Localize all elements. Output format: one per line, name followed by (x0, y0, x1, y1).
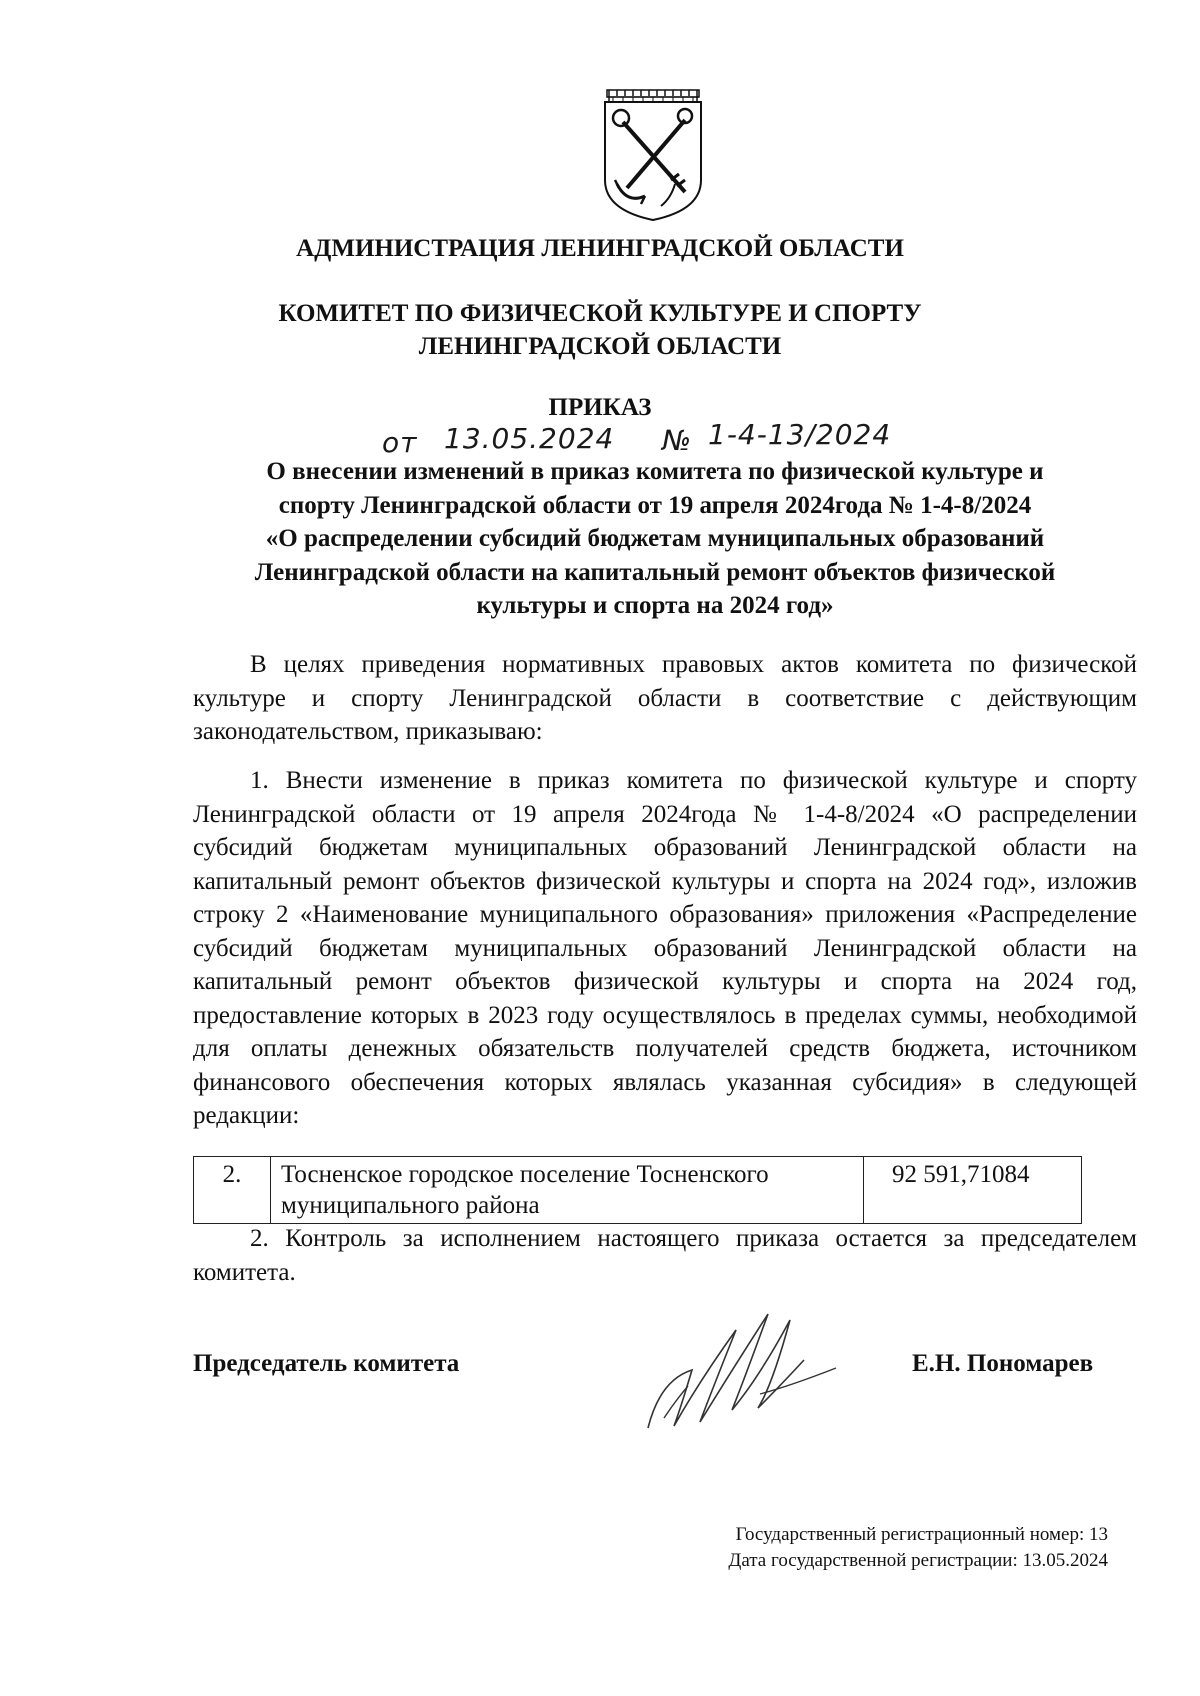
subsidy-amount-cell: 92 591,71084 (864, 1157, 1082, 1224)
document-type-title: ПРИКАЗ (548, 394, 652, 421)
order-item-1: 1. Внести изменение в приказ комитета по физической культуре и спорту Ленинградской области от 19 апреля 2024года № 1-4-8/2024 «О распределении субсидий бюджетам муниципальных образований Ленинградской области на капитальный ремонт объектов физической культуры и спорта на 2024 год», изложив строку 2 «Наименование муниципального образования» приложения «Распределение субсидий бюджетам муниципальных образований Ленинградской области на капитальный ремонт объектов физической культуры и спорта на 2024 год, предоставление которых в 2023 году осуществлялось в пределах суммы, необходимой для оплаты денежных обязательств получателей средств бюджета, источником финансового обеспечения которых являлась указанная субсидия» в следующей редакции: (193, 767, 1137, 1129)
row-number-cell: 2. (194, 1157, 271, 1224)
registration-info (728, 1522, 1108, 1574)
subject-line: О внесении изменений в приказ комитета по физической культуре и (266, 458, 1044, 485)
handwritten-date: 13.05.2024 (444, 422, 615, 455)
handwritten-number-prefix: № (662, 424, 693, 457)
signatory-role: Председатель комитета (193, 1350, 460, 1377)
committee-title (0, 297, 1200, 363)
subject-line: Ленинградской области на капитальный ремонт объектов физической (254, 558, 1056, 586)
order-subject (200, 455, 1110, 623)
signatory-name: Е.Н. Пономарев (912, 1350, 1094, 1377)
handwritten-signature (640, 1290, 840, 1440)
administration-title: АДМИНИСТРАЦИЯ ЛЕНИНГРАДСКОЙ ОБЛАСТИ (296, 235, 904, 262)
committee-title-line2: ЛЕНИНГРАДСКОЙ ОБЛАСТИ (418, 333, 782, 360)
registration-number: Государственный регистрационный номер: 13 (735, 1524, 1108, 1545)
committee-title-line1: КОМИТЕТ ПО ФИЗИЧЕСКОЙ КУЛЬТУРЕ И СПОРТУ (278, 300, 922, 327)
coat-of-arms-emblem (601, 88, 705, 223)
subject-line: спорту Ленинградской области от 19 апреля 2024года № 1-4-8/2024 (278, 491, 1032, 519)
handwritten-number: 1-4-13/2024 (708, 418, 892, 451)
table-row (194, 1157, 1082, 1224)
subject-line: культуры и спорта на 2024 год» (476, 592, 834, 619)
municipality-name-cell: Тосненское городское поселение Тосненского муниципального района (271, 1157, 864, 1224)
subject-line: «О распределении субсидий бюджетам муниципальных образований (265, 525, 1045, 552)
handwritten-date-prefix: от (382, 426, 418, 459)
registration-date: Дата государственной регистрации: 13.05.2024 (728, 1550, 1108, 1571)
redaction-table (193, 1156, 1082, 1224)
intro-paragraph: В целях приведения нормативных правовых актов комитета по физической культуре и спорту Ленинградской области в соответствие с действующим законодательством, приказываю: (193, 651, 1137, 745)
order-item-2: 2. Контроль за исполнением настоящего приказа остается за председателем комитета. (193, 1225, 1137, 1286)
